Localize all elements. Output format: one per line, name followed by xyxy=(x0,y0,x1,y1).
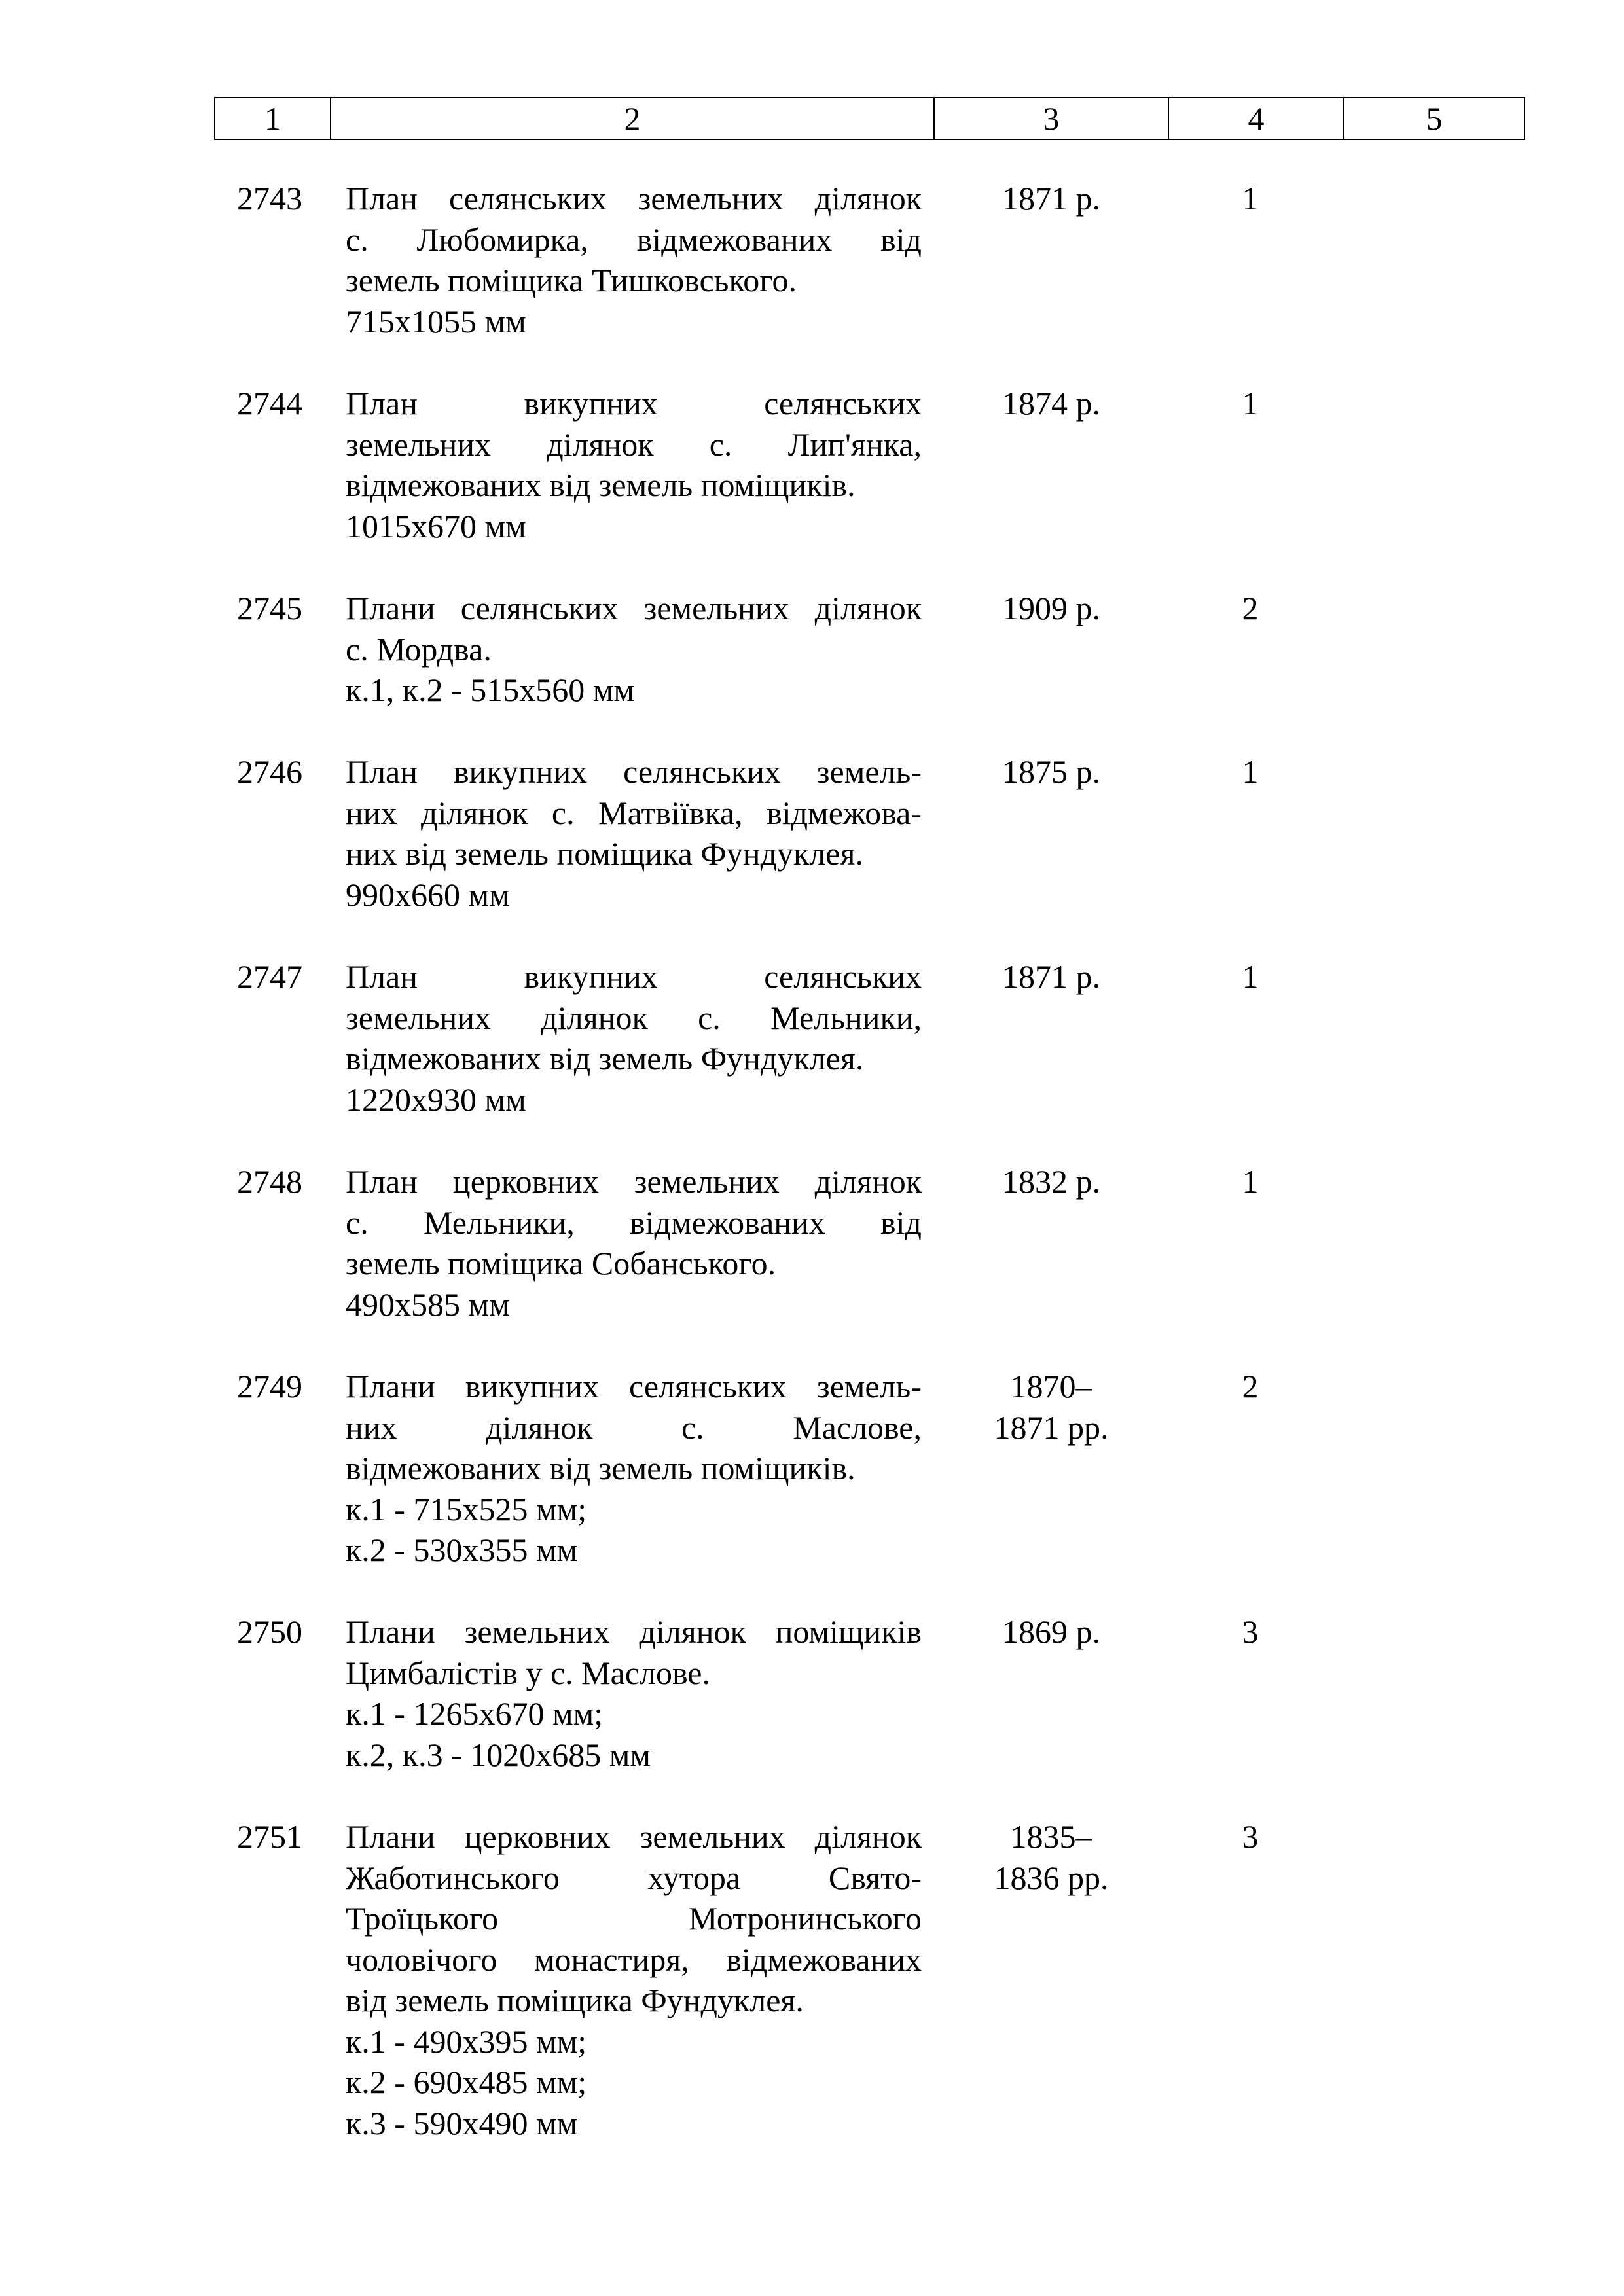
description-line: к.2 - 690х485 мм; xyxy=(346,2064,587,2100)
description-line: План викупних селянських земель- xyxy=(346,753,922,790)
entry-number: 2751 xyxy=(237,1818,302,1855)
entry-number: 2748 xyxy=(237,1163,302,1200)
entry-description xyxy=(346,178,922,342)
description-line: 715х1055 мм xyxy=(346,302,526,340)
description-line: 990х660 мм xyxy=(346,876,510,913)
date-line: 1869 р. xyxy=(1002,1613,1100,1650)
entry-description xyxy=(346,1366,922,1571)
date-line: 1870– xyxy=(1010,1368,1092,1405)
description-line: земельних ділянок с. Мельники, xyxy=(346,999,922,1036)
date-line: 1835– xyxy=(1010,1818,1092,1855)
description-line: к.2, к.3 - 1020х685 мм xyxy=(346,1736,651,1773)
description-line: к.1, к.2 - 515х560 мм xyxy=(346,672,635,708)
entry-quantity: 3 xyxy=(1242,1613,1259,1650)
description-line: них ділянок с. Маслове, xyxy=(346,1408,922,1446)
description-line: відмежованих від земель поміщиків. xyxy=(346,467,856,503)
entry-quantity: 3 xyxy=(1242,1818,1259,1855)
date-line: 1871 рр. xyxy=(994,1408,1109,1446)
entry-quantity: 1 xyxy=(1242,958,1259,995)
entry-date xyxy=(973,1611,1130,1653)
description-line: відмежованих від земель Фундуклея. xyxy=(346,1040,864,1077)
entry-description xyxy=(346,751,922,915)
entry-date xyxy=(973,1161,1130,1202)
description-line: Цимбалістів у с. Маслове. xyxy=(346,1654,710,1691)
entry-number: 2747 xyxy=(237,958,302,995)
description-line: відмежованих від земель поміщиків. xyxy=(346,1450,856,1486)
description-line: 490х585 мм xyxy=(346,1285,510,1323)
description-line: План викупних селянських xyxy=(346,385,922,422)
entry-description xyxy=(346,1161,922,1325)
description-line: земельних ділянок с. Лип'янка, xyxy=(346,425,922,463)
description-line: к.1 - 490х395 мм; xyxy=(346,2022,587,2060)
description-line: Жаботинського хутора Свято- xyxy=(346,1859,922,1896)
entry-description xyxy=(346,1816,922,2144)
description-line: с. Любомирка, відмежованих від xyxy=(346,221,922,258)
description-line: к.1 - 1265х670 мм; xyxy=(346,1695,604,1732)
description-line: к.2 - 530х355 мм xyxy=(346,1532,578,1568)
entry-date xyxy=(973,383,1130,424)
entry-quantity: 1 xyxy=(1242,180,1259,217)
entry-quantity: 1 xyxy=(1242,385,1259,422)
description-line: План викупних селянських xyxy=(346,958,922,995)
entry-date xyxy=(973,1816,1130,1898)
description-line: Плани церковних земельних ділянок xyxy=(346,1818,922,1855)
entry-date xyxy=(973,588,1130,629)
description-line: к.3 - 590х490 мм xyxy=(346,2104,578,2142)
date-line: 1874 р. xyxy=(1002,385,1100,422)
description-line: с. Мордва. xyxy=(346,630,492,668)
entry-number: 2744 xyxy=(237,385,302,422)
description-line: них від земель поміщика Фундуклея. xyxy=(346,835,863,872)
column-header-4: 4 xyxy=(1168,98,1344,139)
entry-date xyxy=(973,751,1130,793)
description-line: земель поміщика Собанського. xyxy=(346,1245,776,1282)
date-line: 1836 рр. xyxy=(994,1859,1109,1896)
description-line: них ділянок с. Матвіївка, відмежова- xyxy=(346,794,922,831)
description-line: Плани викупних селянських земель- xyxy=(346,1368,922,1405)
entry-number: 2743 xyxy=(237,180,302,217)
description-line: 1015х670 мм xyxy=(346,507,526,545)
description-line: чоловічого монастиря, відмежованих xyxy=(346,1941,922,1978)
date-line: 1832 р. xyxy=(1002,1163,1100,1200)
entry-date xyxy=(973,956,1130,997)
entry-date xyxy=(973,178,1130,219)
entry-number: 2745 xyxy=(237,590,302,626)
date-line: 1871 р. xyxy=(1002,180,1100,217)
description-line: 1220х930 мм xyxy=(346,1081,526,1118)
entry-quantity: 1 xyxy=(1242,1163,1259,1200)
entry-description xyxy=(346,1611,922,1775)
column-header-table xyxy=(214,97,1525,140)
description-line: План церковних земельних ділянок xyxy=(346,1163,922,1200)
date-line: 1875 р. xyxy=(1002,753,1100,790)
column-header-row xyxy=(215,98,1525,139)
entry-quantity: 1 xyxy=(1242,753,1259,790)
description-line: Троїцького Мотронинського xyxy=(346,1900,922,1937)
column-header-2: 2 xyxy=(331,98,934,139)
entry-number: 2750 xyxy=(237,1613,302,1650)
entry-number: 2746 xyxy=(237,753,302,790)
description-line: с. Мельники, відмежованих від xyxy=(346,1204,922,1241)
description-line: Плани земельних ділянок поміщиків xyxy=(346,1613,922,1650)
column-header-3: 3 xyxy=(934,98,1168,139)
entry-date xyxy=(973,1366,1130,1448)
entry-number: 2749 xyxy=(237,1368,302,1405)
entry-description xyxy=(346,956,922,1120)
entry-description xyxy=(346,383,922,547)
date-line: 1871 р. xyxy=(1002,958,1100,995)
entry-quantity: 2 xyxy=(1242,1368,1259,1405)
description-line: к.1 - 715х525 мм; xyxy=(346,1490,587,1528)
description-line: земель поміщика Тишковського. xyxy=(346,262,797,298)
date-line: 1909 р. xyxy=(1002,590,1100,626)
entry-description xyxy=(346,588,922,711)
entry-quantity: 2 xyxy=(1242,590,1259,626)
description-line: Плани селянських земельних ділянок xyxy=(346,590,922,626)
column-header-1: 1 xyxy=(215,98,331,139)
column-header-5: 5 xyxy=(1344,98,1525,139)
description-line: від земель поміщика Фундуклея. xyxy=(346,1982,804,2018)
description-line: План селянських земельних ділянок xyxy=(346,180,922,217)
